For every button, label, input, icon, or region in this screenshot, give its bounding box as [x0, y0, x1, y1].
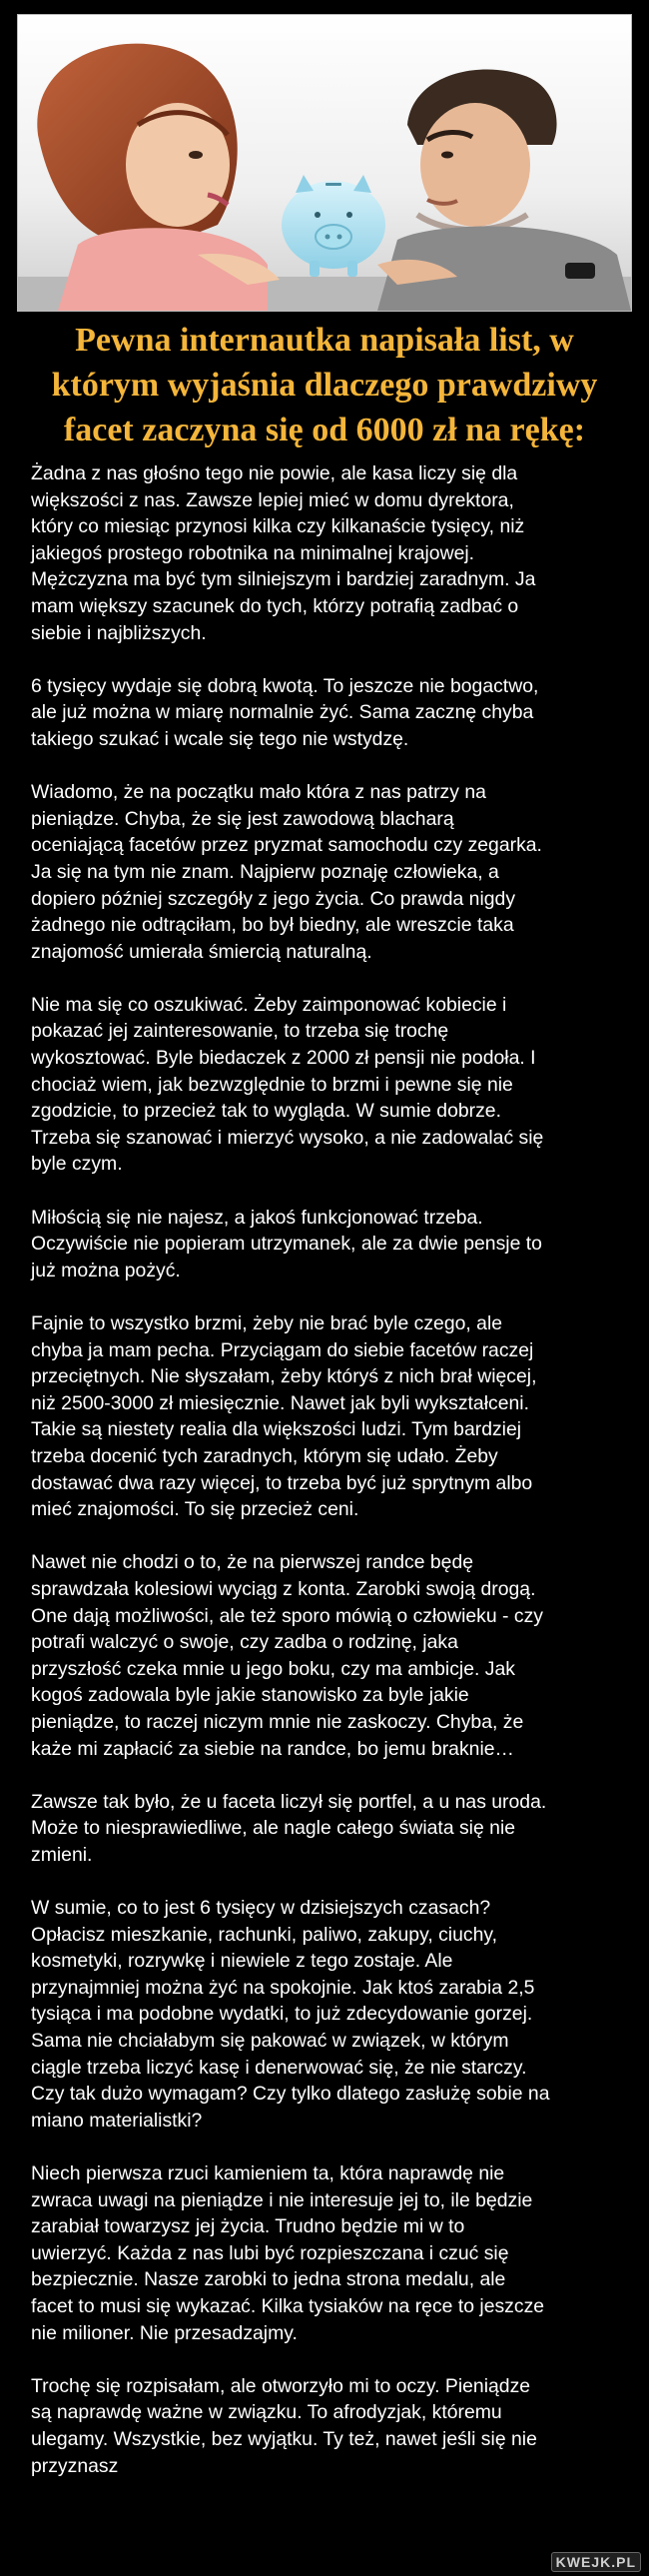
header-photo: [17, 14, 632, 312]
paragraph: W sumie, co to jest 6 tysięcy w dzisiejszych czasach? Opłacisz mieszkanie, rachunki, paliwo, zakupy, ciuchy, kosmetyki, rozrywkę i niewiele z tego zostaje. Ale przynajmniej można żyć na spokojnie. Jak ktoś zarabia 2,5 tysiąca i ma podobne wydatki, to już zdecydowanie gorzej. Sama nie chciałabym się pakować w związek, w którym ciągle trzeba liczyć kasę i denerwować się, że nie starczy. Czy tak dużo wymagam? Czy tylko dlatego zasłużę sobie na miano materialistki?: [31, 1897, 550, 2132]
headline: Pewna internautka napisała list, w którym wyjaśnia dlaczego prawdziwy facet zaczyna się od 6000 zł na rękę:: [51, 322, 598, 448]
paragraph: Niech pierwsza rzuci kamieniem ta, która naprawdę nie zwraca uwagi na pieniądze i nie interesuje jej to, ile będzie zarabiał towarzysz jej życia. Trudno będzie mi w to uwierzyć. Każda z nas lubi być rozpieszczana i czuć się bezpiecznie. Nasze zarobki to jedna strona medalu, ale facet to musi się wykazać. Kilka tysiaków na ręce to jeszcze nie milioner. Nie przesadzajmy.: [31, 2162, 545, 2344]
article-body: [31, 460, 630, 2506]
paragraph: Żadna z nas głośno tego nie powie, ale kasa liczy się dla większości z nas. Zawsze lepiej mieć w domu dyrektora, który co miesiąc przynosi kilka czy kilkanaście tysięcy, niż jakiegoś prostego robotnika na minimalnej krajowej. Mężczyzna ma być tym silniejszym i bardziej zaradnym. Ja mam większy szacunek do tych, którzy potrafią zadbać o siebie i najbliższych.: [31, 462, 536, 644]
paragraph: Wiadomo, że na początku mało która z nas patrzy na pieniądze. Chyba, że się jest zawodową blacharą oceniającą facetów przez pryzmat samochodu czy zegarka. Ja się na tym nie znam. Najpierw poznaję człowieka, a dopiero później szczegóły z jego życia. Co prawda nigdy żadnego nie odtrąciłam, bo był biedny, ale wreszcie taka znajomość umierała śmiercią naturalną.: [31, 781, 542, 963]
paragraph: Nie ma się co oszukiwać. Żeby zaimponować kobiecie i pokazać jej zainteresowanie, to trzeba się trochę wykosztować. Byle biedaczek z 2000 zł pensji nie podoła. I chociaż wiem, jak bezwzględnie to brzmi i pewne się nie zgodzicie, to przecież tak to wygląda. W sumie dobrze. Trzeba się szanować i mierzyć wysoko, a nie zadowalać się byle czym.: [31, 993, 544, 1176]
site-watermark-logo: [551, 2552, 641, 2572]
paragraph: Nawet nie chodzi o to, że na pierwszej randce będę sprawdzała kolesiowi wyciąg z konta. Zarobki swoją drogą. One dają możliwości, ale też sporo mówią o człowieku - czy potrafi walczyć o swoje, czy zadba o rodzinę, jaka przyszłość czeka mnie u jego boku, czy ma ambicje. Jak kogoś zadowala byle jakie stanowisko za byle jakie pieniądze, to raczej niczym mnie nie zaskoczy. Chyba, że każe mi zapłacić za siebie na randce, bo jemu braknie…: [31, 1551, 543, 1760]
paragraph: 6 tysięcy wydaje się dobrą kwotą. To jeszcze nie bogactwo, ale już można w miarę normalnie żyć. Sama zacznę chyba takiego szukać i wcale się tego nie wstydzę.: [31, 674, 539, 750]
couple-with-piggy-bank-illustration: [18, 15, 631, 311]
paragraph: Miłością się nie najesz, a jakoś funkcjonować trzeba. Oczywiście nie popieram utrzymanek, ale za dwie pensje to już można pożyć.: [31, 1206, 542, 1282]
paragraph: Zawsze tak było, że u faceta liczył się portfel, a u nas uroda. Może to niesprawiedliwe, ale nagle całego świata się nie zmieni.: [31, 1790, 547, 1866]
watermark-text: KWEJK.PL: [555, 2554, 636, 2570]
paragraph: Trochę się rozpisałam, ale otworzyło mi to oczy. Pieniądze są naprawdę ważne w związku. To afrodyzjak, któremu ulegamy. Wszystkie, bez wyjątku. Ty też, nawet jeśli się nie przyznasz: [31, 2374, 537, 2477]
paragraph: Fajnie to wszystko brzmi, żeby nie brać byle czego, ale chyba ja mam pecha. Przyciągam do siebie facetów raczej przeciętnych. Nie słyszałam, żeby któryś z nich brał więcej, niż 2500-3000 zł miesięcznie. Nawet jak byli wykształceni. Takie są niestety realia dla większości ludzi. Tym bardziej trzeba docenić tych zaradnych, którym się udało. Żeby dostawać dwa razy więcej, to trzeba być już sprytnym albo mieć znajomości. To się przecież ceni.: [31, 1312, 537, 1521]
